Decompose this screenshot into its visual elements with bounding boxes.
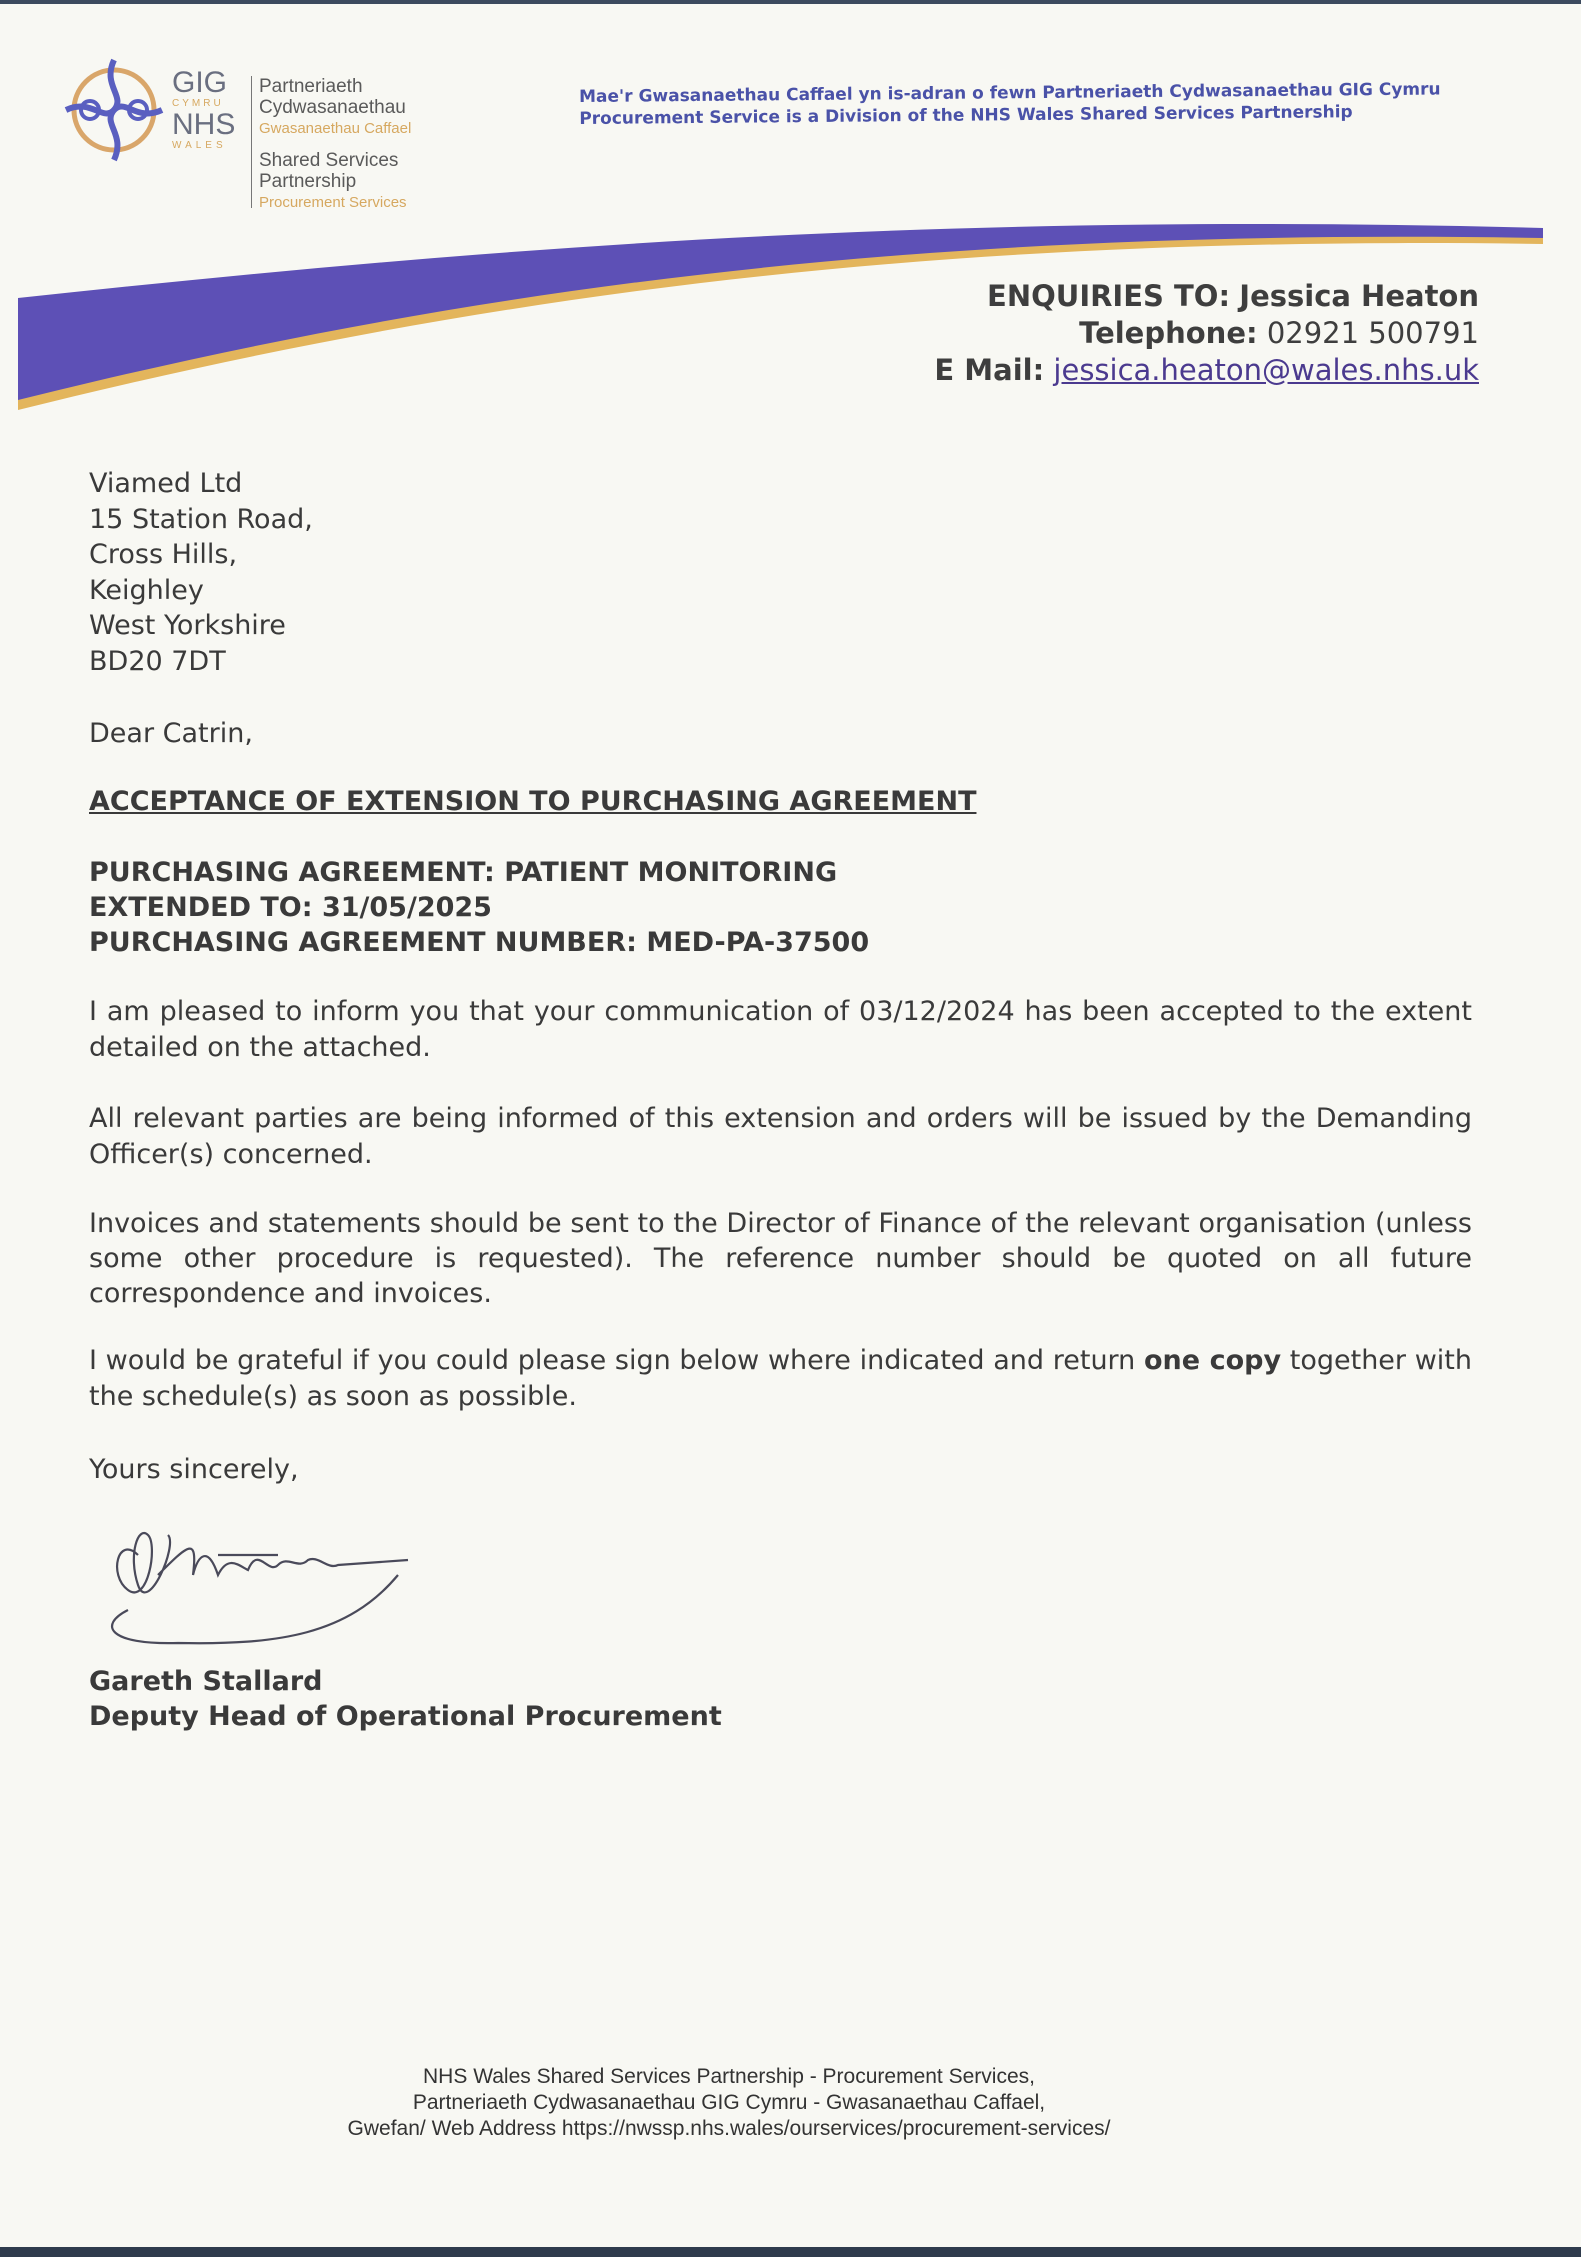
para-text: I would be grateful if you could please sign below where indicated and return [89, 1345, 1144, 1376]
enquiries-label: ENQUIRIES TO: [987, 279, 1231, 313]
letterhead-tagline [579, 78, 1441, 130]
logo-gig: GIG [172, 66, 228, 99]
tagline-english: Procurement Service is a Division of the NHS Wales Shared Services Partnership [579, 102, 1353, 129]
signatory [89, 1664, 1472, 1734]
org-line: Partneriaeth [259, 76, 363, 97]
enquiries-name: Jessica Heaton [1239, 279, 1479, 313]
address-line: Viamed Ltd [89, 468, 243, 499]
footer [229, 2064, 1229, 2142]
enquiries-line [934, 278, 1479, 315]
scan-edge-top [0, 0, 1581, 4]
signature-image [98, 1515, 438, 1655]
org-sub-welsh: Gwasanaethau Caffael [259, 120, 412, 137]
email-label: E Mail: [934, 353, 1045, 387]
salutation: Dear Catrin, [89, 718, 253, 749]
agreement-number: PURCHASING AGREEMENT NUMBER: MED-PA-37500 [89, 927, 870, 958]
recipient-address [89, 466, 1472, 679]
nhs-wales-logo-icon [62, 56, 166, 164]
footer-web-address: Gwefan/ Web Address https://nwssp.nhs.wales/ourservices/procurement-services/ [347, 2117, 1111, 2140]
scan-edge-bottom [0, 2247, 1581, 2257]
org-sub-english: Procurement Services [259, 194, 407, 211]
letter-heading: ACCEPTANCE OF EXTENSION TO PURCHASING AGREEMENT [89, 786, 977, 817]
email-line [934, 352, 1479, 389]
logo-nhs: NHS [172, 108, 236, 141]
para-text: together with the schedule(s) as soon as possible. [89, 1345, 1472, 1412]
address-line: West Yorkshire [89, 610, 286, 641]
logo-divider [251, 76, 252, 208]
logo-wordmark [172, 68, 235, 152]
signatory-name: Gareth Stallard [89, 1666, 323, 1697]
agreement-extended-to: EXTENDED TO: 31/05/2025 [89, 892, 492, 923]
signatory-title: Deputy Head of Operational Procurement [89, 1701, 722, 1732]
telephone-label: Telephone: [1079, 316, 1258, 350]
org-line: Cydwasanaethau [259, 97, 406, 118]
paragraph-parties: All relevant parties are being informed of this extension and orders will be issued by the Demanding Officer(s) concerned. [89, 1103, 1472, 1170]
paragraph-acceptance: I am pleased to inform you that your communication of 03/12/2024 has been accepted to the extent detailed on the attached. [89, 996, 1472, 1063]
address-line: BD20 7DT [89, 645, 226, 677]
address-line: Cross Hills, [89, 539, 238, 570]
footer-line: Partneriaeth Cydwasanaethau GIG Cymru - Gwasanaethau Caffael, [412, 2091, 1046, 2114]
closing: Yours sincerely, [89, 1454, 299, 1485]
telephone-number: 02921 500791 [1266, 316, 1479, 350]
paragraph-sign [89, 1343, 1472, 1415]
contact-block [934, 278, 1479, 389]
para-bold-one-copy: one copy [1143, 1345, 1282, 1376]
org-line: Shared Services [259, 150, 399, 171]
org-line: Partnership [259, 171, 357, 192]
address-line: Keighley [89, 574, 204, 606]
org-name-english [259, 150, 407, 213]
telephone-line [934, 315, 1479, 352]
footer-line: NHS Wales Shared Services Partnership - Procurement Services, [423, 2065, 1035, 2088]
org-name-welsh [259, 76, 411, 139]
agreement-title: PURCHASING AGREEMENT: PATIENT MONITORING [89, 857, 838, 888]
logo-cymru: CYMRU [172, 98, 224, 109]
paragraph-invoices: Invoices and statements should be sent to the Director of Finance of the relevant organisation (unless some other procedure is requested). The reference number should be quoted on all future correspondence and invoices. [89, 1208, 1472, 1309]
logo-wales: WALES [172, 140, 227, 151]
tagline-welsh: Mae'r Gwasanaethau Caffael yn is-adran o fewn Partneriaeth Cydwasanaethau GIG Cymru [579, 79, 1441, 107]
address-line: 15 Station Road, [89, 503, 313, 535]
agreement-details [89, 855, 1472, 960]
email-link[interactable]: jessica.heaton@wales.nhs.uk [1053, 353, 1479, 387]
